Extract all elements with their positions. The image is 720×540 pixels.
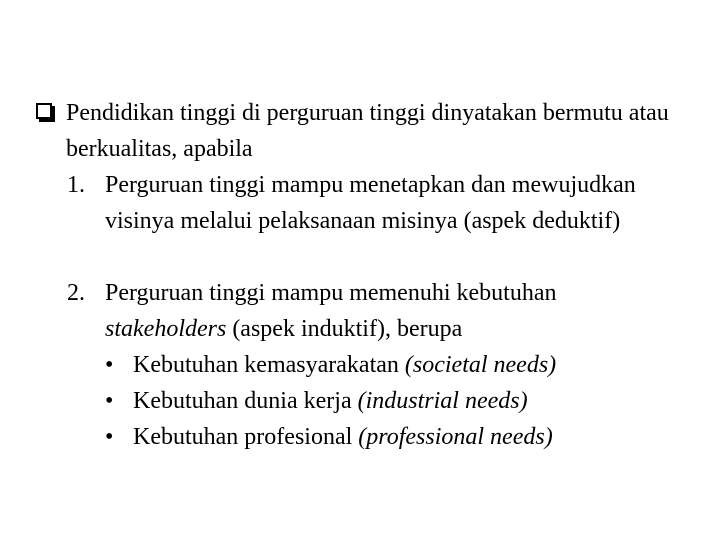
sub-bullet-plain: Kebutuhan kemasyarakatan <box>133 352 405 378</box>
item-number: 2. <box>67 280 85 306</box>
item-text <box>105 275 707 347</box>
sub-bullet-item <box>105 383 705 419</box>
bullet-dot-icon: • <box>105 388 114 414</box>
sub-bullet-list <box>105 347 705 455</box>
bullet-dot-icon: • <box>105 352 114 378</box>
sub-bullet-text <box>133 424 553 450</box>
bullet-dot-icon: • <box>105 424 114 450</box>
item-number: 1. <box>67 172 85 198</box>
sub-bullet-plain: Kebutuhan profesional <box>133 424 359 450</box>
sub-bullet-text <box>133 388 528 414</box>
item-text-italic: stakeholders <box>105 316 227 342</box>
numbered-item-1 <box>67 167 707 239</box>
checkbox-bullet-icon <box>36 103 52 119</box>
item-text: Perguruan tinggi mampu menetapkan dan mewujudkan visinya melalui pelaksanaan misinya (aspek deduktif) <box>105 172 636 234</box>
main-bullet-text: Pendidikan tinggi di perguruan tinggi dinyatakan bermutu atau berkualitas, apabila <box>66 100 669 162</box>
item-text-line1: Perguruan tinggi mampu memenuhi kebutuhan <box>105 280 557 306</box>
sub-bullet-italic: (industrial needs) <box>357 388 528 414</box>
numbered-item-2 <box>67 275 707 347</box>
item-text-rest: (aspek induktif), berupa <box>226 316 463 342</box>
sub-bullet-plain: Kebutuhan dunia kerja <box>133 388 358 414</box>
main-bullet <box>36 95 696 167</box>
sub-bullet-item <box>105 347 705 383</box>
sub-bullet-item <box>105 419 705 455</box>
sub-bullet-italic: (societal needs) <box>404 352 557 378</box>
sub-bullet-text <box>133 352 556 378</box>
sub-bullet-italic: (professional needs) <box>358 424 553 450</box>
